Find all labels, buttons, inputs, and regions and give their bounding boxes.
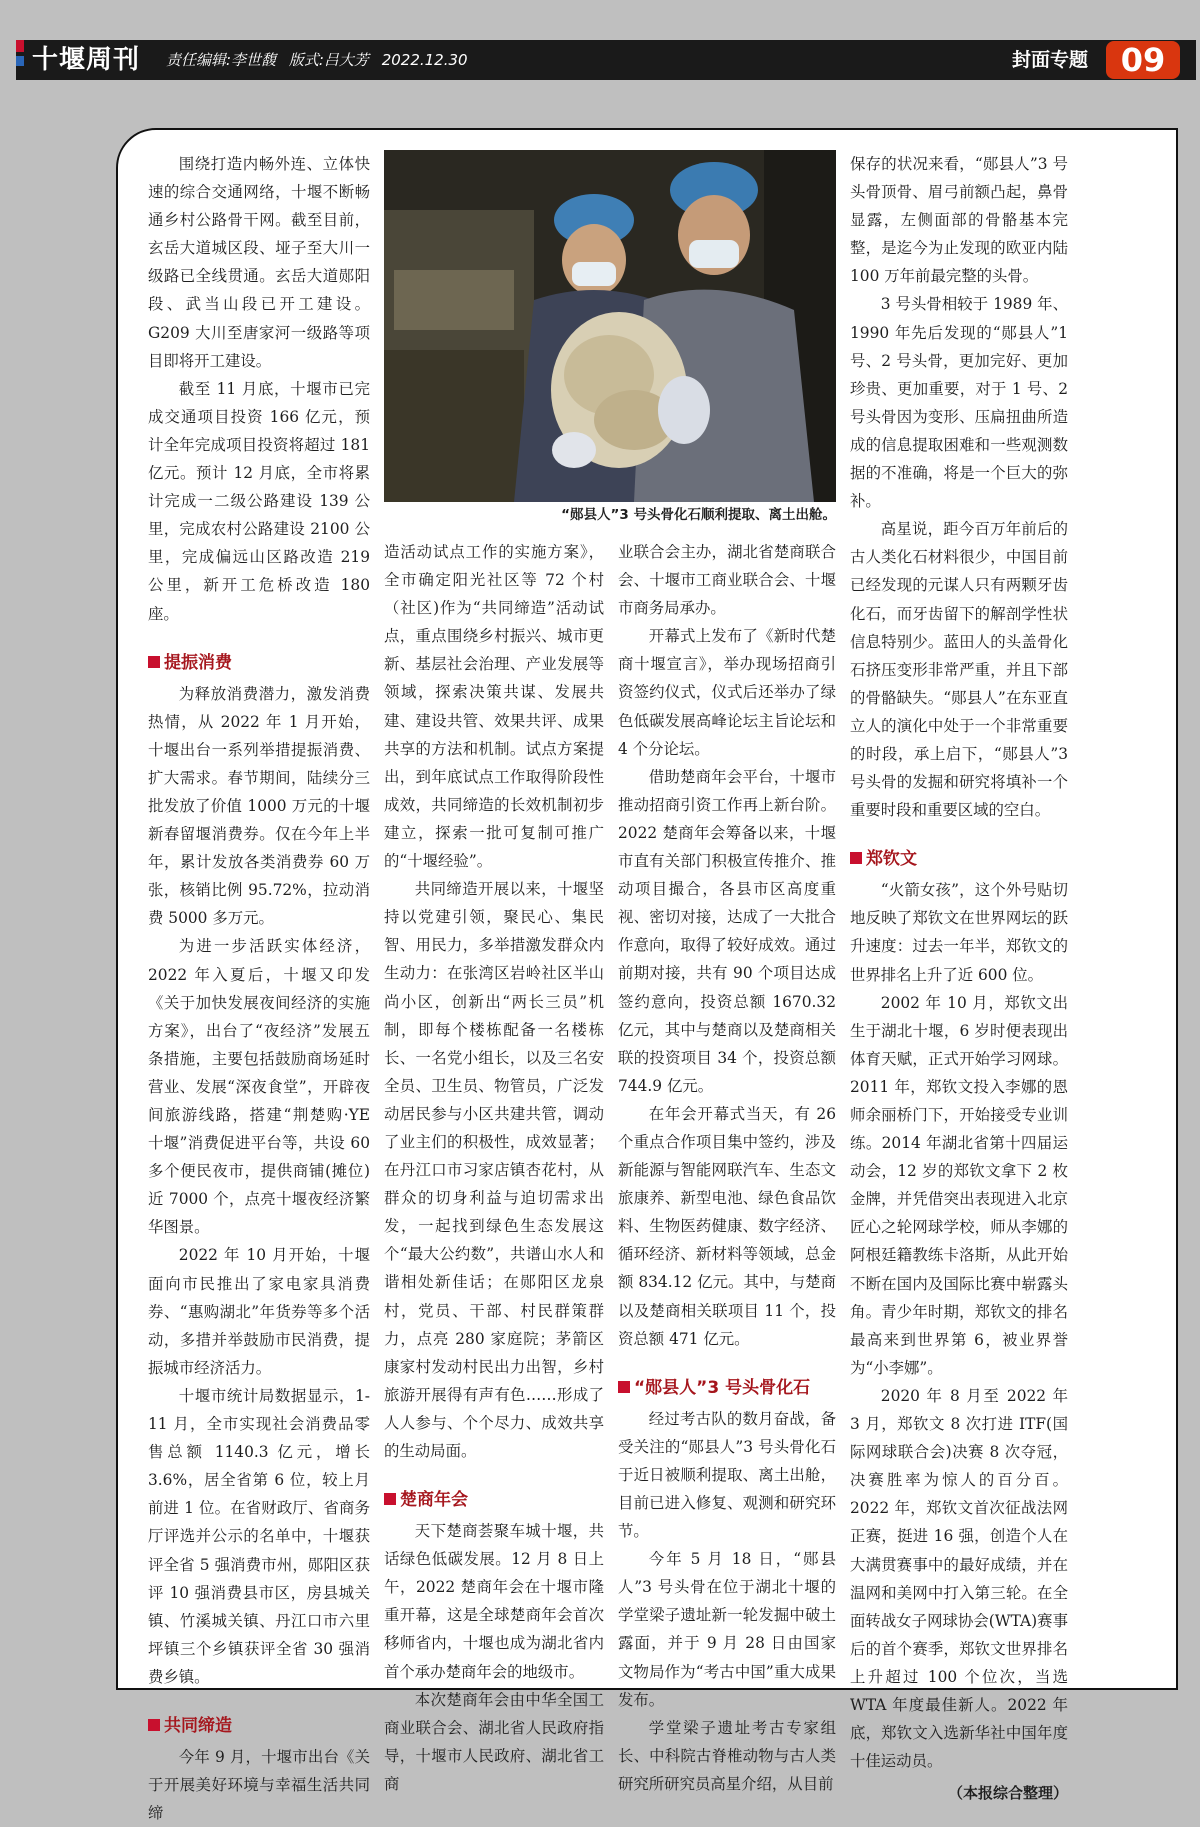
paragraph: 本次楚商年会由中华全国工商业联合会、湖北省人民政府指导，十堰市人民政府、湖北省工商 (384, 1690, 604, 1793)
paragraph: 学堂梁子遗址考古专家组长、中科院古脊椎动物与古人类研究所研究员高星介绍，从目前 (618, 1718, 836, 1793)
source-credit: （本报综合整理） (947, 1784, 1068, 1803)
heading-text: 郑钦文 (866, 849, 917, 870)
paragraph: 3 号头骨相较于 1989 年、1990 年先后发现的“郧县人”1 号、2 号头骨，更加完好、更加珍贵、更加重要，对于 1 号、2 号头骨因为变形、压扁扭曲所造成的信息提取困难和一些观测数据的不准确，将是一个巨大的弥补。 (850, 295, 1068, 511)
paragraph: 保存的状况来看，“郧县人”3 号头骨顶骨、眉弓前额凸起，鼻骨显露，左侧面部的骨骼基本完整，是迄今为止发现的欧亚内陆 100 万年前最完整的头骨。 (850, 155, 1068, 286)
paragraph: 围绕打造内畅外连、立体快速的综合交通网络，十堰不断畅通乡村公路骨干网。截至目前，玄岳大道城区段、垭子至大川一级路已全线贯通。玄岳大道郧阳段、武当山段已开工建设。G209 大川至唐家河一级路等项目即将开工建设。 (148, 155, 370, 370)
heading-text: 共同缔造 (164, 1715, 232, 1736)
page-header (16, 40, 1196, 80)
section-heading (618, 1375, 836, 1401)
layout-credit: 版式:吕大芳 (288, 51, 369, 69)
paragraph: 为进一步活跃实体经济，2022 年入夏后，十堰又印发《关于加快发展夜间经济的实施方案》，出台了“夜经济”发展五条措施，主要包括鼓励商场延时营业、发展“深夜食堂”，开辟夜间旅游线路，搭建“荆楚购·YE 十堰”消费促进平台等，共设 60 多个便民夜市，提供商铺(摊位)近 7000 个，点亮十堰夜经济繁华图景。 (148, 937, 370, 1237)
paragraph: 2020 年 8 月至 2022 年 3 月，郑钦文 8 次打进 ITF(国际网球联合会)决赛 8 次夺冠，决赛胜率为惊人的百分百。2022 年，郑钦文首次征战法网正赛，挺进 16 强，创造个人在大满贯赛事中的最好成绩，并在温网和美网中打入第三轮。在全面转战女子网球协会(WTA)赛事后的首个赛季，郑钦文世界排名上升超过 100 个位次，当选 WTA 年度最佳新人。2022 年底，郑钦文入选新华社中国年度十佳运动员。 (850, 1386, 1068, 1771)
paragraph: 在年会开幕式当天，有 26 个重点合作项目集中签约，涉及新能源与智能网联汽车、生态文旅康养、新型电池、绿色食品饮料、生物医药健康、数字经济、循环经济、新材料等领域，总金额 834.12 亿元。其中，与楚商以及楚商相关联项目 11 个，投资总额 471 亿元。 (618, 1104, 836, 1348)
paragraph: 借助楚商年会平台，十堰市推动招商引资工作再上新台阶。2022 楚商年会筹备以来，十堰市直有关部门积极宣传推介、推动项目撮合，各县市区高度重视、密切对接，达成了一大批合作意向，取得了较好成效。通过前期对接，共有 90 个项目达成签约意向，投资总额 1670.32 亿元，其中与楚商以及楚商相关联的投资项目 34 个，投资总额 744.9 亿元。 (618, 767, 836, 1095)
section-title: 封面专题 (1011, 49, 1088, 71)
masthead-title: 十堰周刊 (32, 45, 141, 75)
heading-square-marker (148, 1719, 160, 1731)
photo-caption: “郧县人”3 号头骨化石顺利提取、离土出舱。 (561, 507, 836, 523)
paragraph: 开幕式上发布了《新时代楚商十堰宣言》，举办现场招商引资签约仪式，仪式后还举办了绿色低碳发展高峰论坛主旨论坛和 4 个分论坛。 (618, 627, 836, 758)
paragraph: 今年 9 月，十堰市出台《关于开展美好环境与幸福生活共同缔 (148, 1747, 370, 1823)
fossil-photo (384, 150, 836, 502)
heading-square-marker (148, 656, 160, 668)
section-heading (850, 846, 1068, 872)
heading-text: 提振消费 (164, 652, 232, 673)
section-heading (384, 1487, 604, 1513)
paragraph: 2002 年 10 月，郑钦文出生于湖北十堰，6 岁时便表现出体育天赋，正式开始学习网球。2011 年，郑钦文投入李娜的恩师余丽桥门下，开始接受专业训练。2014 年湖北省第十四届运动会，12 岁的郑钦文拿下 2 枚金牌，并凭借突出表现进入北京匠心之轮网球学校，师从李娜的阿根廷籍教练卡洛斯，从此开始不断在国内及国际比赛中崭露头角。青少年时期，郑钦文的排名最高来到世界第 6，被业界誉为“小李娜”。 (850, 993, 1068, 1377)
heading-text: “郧县人”3 号头骨化石 (634, 1377, 811, 1398)
heading-square-marker (850, 852, 862, 864)
paragraph: 高星说，距今百万年前后的古人类化石材料很少，中国目前已经发现的元谋人只有两颗牙齿化石，而牙齿留下的解剖学性状信息特别少。蓝田人的头盖骨化石挤压变形非常严重，并且下部的骨骼缺失。“郧县人”在东亚直立人的演化中处于一个非常重要的时段，承上启下，“郧县人”3 号头骨的发掘和研究将填补一个重要时段和重要区域的空白。 (850, 520, 1068, 820)
paragraph: 造活动试点工作的实施方案》，全市确定阳光社区等 72 个村（社区)作为“共同缔造”活动试点，重点围绕乡村振兴、城市更新、基层社会治理、产业发展等领域，探索决策共谋、发展共建、建设共管、效果共评、成果共享的方法和机制。试点方案提出，到年底试点工作取得阶段性成效，共同缔造的长效机制初步建立，探索一批可复制可推广的“十堰经验”。 (384, 543, 604, 871)
fossil-photo-illustration (384, 150, 836, 502)
column-2 (384, 538, 604, 1798)
paragraph: 截至 11 月底，十堰市已完成交通项目投资 166 亿元，预计全年完成项目投资将超过 181 亿元。预计 12 月底，全市将累计完成一二级公路建设 139 公里，完成农村公路建设 2100 公里，完成偏远山区路改造 219 公里，新开工危桥改造 180 座。 (148, 379, 370, 623)
column-1 (148, 150, 370, 1827)
paragraph: 为释放消费潜力，激发消费热情，从 2022 年 1 月开始，十堰出台一系列举措提振消费、扩大需求。春节期间，陆续分三批发放了价值 1000 万元的十堰新春留堰消费券。仅在今年上半年，累计发放各类消费券 60 万张，核销比例 95.72%，拉动消费 5000 多万元。 (148, 684, 370, 928)
heading-text: 楚商年会 (400, 1490, 468, 1511)
editor-credit: 责任编辑:李世馥 (166, 51, 277, 69)
issue-date: 2022.12.30 (381, 51, 468, 69)
column-4 (850, 150, 1068, 1807)
paragraph: 2022 年 10 月开始，十堰面向市民推出了家电家具消费券、“惠购湖北”年货券等多个活动，多措并举鼓励市民消费，提振城市经济活力。 (148, 1246, 370, 1377)
paragraph: “火箭女孩”，这个外号贴切地反映了郑钦文在世界网坛的跃升速度：过去一年半，郑钦文的世界排名上升了近 600 位。 (850, 881, 1068, 984)
masthead-color-stripe (16, 40, 24, 80)
paragraph: 业联合会主办，湖北省楚商联合会、十堰市工商业联合会、十堰市商务局承办。 (618, 543, 836, 618)
paragraph: 十堰市统计局数据显示，1-11 月，全市实现社会消费品零售总额 1140.3 亿元，增长 3.6%，居全省第 6 位，较上月前进 1 位。在省财政厅、省商务厅评选并公示的名单中，十堰获评全省 5 强消费市州，郧阳区获评 10 强消费县市区，房县城关镇、竹溪城关镇、丹江口市六里坪镇三个乡镇获评全省 30 强消费乡镇。 (148, 1386, 370, 1686)
section-heading (148, 650, 370, 676)
paragraph: 共同缔造开展以来，十堰坚持以党建引领，聚民心、集民智、用民力，多举措激发群众内生动力：在张湾区岩岭社区半山尚小区，创新出“两长三员”机制，即每个楼栋配备一名楼栋长、一名党小组长，以及三名安全员、卫生员、物管员，广泛发动居民参与小区共建共管，调动了业主们的积极性，成效显著；在丹江口市习家店镇杏花村，从群众的切身利益与迫切需求出发，一起找到绿色生态发展这个“最大公约数”，共谱山水人和谐相处新佳话；在郧阳区龙泉村，党员、干部、村民群策群力，点亮 280 家庭院；茅箭区康家村发动村民出力出智，乡村旅游开展得有声有色……形成了人人参与、个个尽力、成效共享的生动局面。 (384, 880, 604, 1460)
column-3 (618, 538, 836, 1798)
page-number-badge: 09 (1106, 41, 1180, 79)
paragraph: 经过考古队的数月奋战，备受关注的“郧县人”3 号头骨化石于近日被顺利提取、离土出舱，目前已进入修复、观测和研究环节。 (618, 1409, 836, 1541)
section-heading (148, 1713, 370, 1739)
header-meta (166, 40, 476, 80)
paragraph: 天下楚商荟聚车城十堰，共话绿色低碳发展。12 月 8 日上午，2022 楚商年会在十堰市隆重开幕，这是全球楚商年会首次移师省内，十堰也成为湖北省内首个承办楚商年会的地级市。 (384, 1522, 604, 1681)
paragraph: 今年 5 月 18 日，“郧县人”3 号头骨在位于湖北十堰的学堂梁子遗址新一轮发掘中破土露面，并于 9 月 28 日由国家文物局作为“考古中国”重大成果发布。 (618, 1550, 836, 1709)
heading-square-marker (618, 1381, 630, 1393)
heading-square-marker (384, 1493, 396, 1505)
